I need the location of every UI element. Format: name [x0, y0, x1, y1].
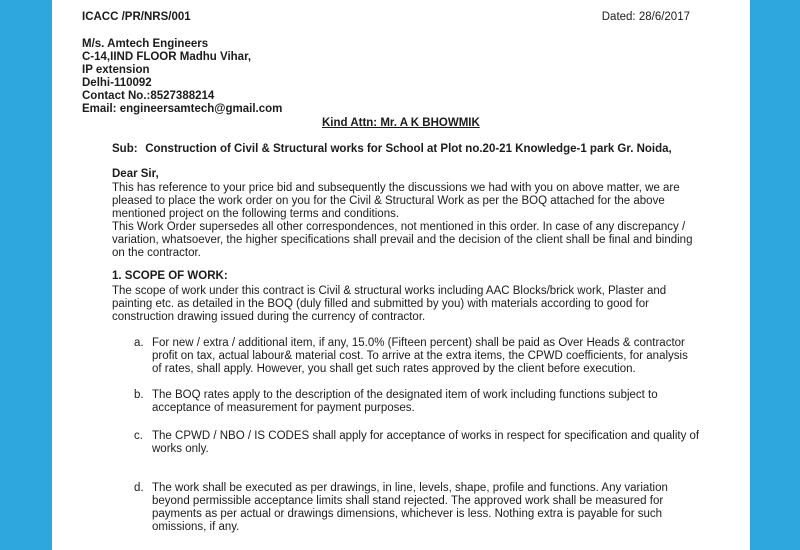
scope-paragraph — [112, 285, 690, 324]
recipient-email: Email: engineersamtech@gmail.com — [82, 103, 283, 115]
list-item-line: works only. — [152, 443, 209, 455]
list-item-line: payments as per actual or drawings dimensions, whichever is less. Nothing extra is payable for such — [152, 508, 663, 520]
list-item-line: The CPWD / NBO / IS CODES shall apply for acceptance of works in respect for specification and quality of — [152, 430, 700, 442]
recipient-name: M/s. Amtech Engineers — [82, 38, 209, 50]
intro-line: mentioned project on the following terms and conditions. — [112, 208, 400, 220]
list-item-line: profit on tax, actual labour& material cost. To arrive at the extra items, the CPWD coefficients, for analysis — [152, 350, 688, 362]
subject-line — [112, 143, 672, 155]
recipient-address-line-2: IP extension — [82, 64, 150, 76]
recipient-address-line-3: Delhi-110092 — [82, 77, 152, 89]
letter-date: Dated: 28/6/2017 — [601, 11, 690, 23]
kind-attention: Kind Attn: Mr. A K BHOWMIK — [322, 117, 480, 129]
subject-text: Construction of Civil & Structural works for School at Plot no.20-21 Knowledge-1 park Gr. Noida, — [145, 143, 672, 155]
list-item-line: The work shall be executed as per drawings, in line, levels, shape, profile and functions. Any variation — [152, 482, 668, 494]
list-item-line: beyond permissible acceptance limits shall stand rejected. The approved work shall be measured for — [152, 495, 664, 507]
intro-line: This Work Order supersedes all other correspondences, not mentioned in this order. In case of any discrepancy / — [112, 221, 686, 233]
scope-line: construction drawing issued during the currency of contractor. — [112, 311, 426, 323]
list-item-letter: a. — [134, 337, 144, 349]
reference-number: ICACC /PR/NRS/001 — [82, 11, 191, 23]
recipient-address — [82, 38, 282, 116]
scope-line: painting etc. as detailed in the BOQ (duly filled and submitted by you) with materials according to good for — [112, 298, 649, 310]
subject-label: Sub: — [112, 143, 138, 155]
list-item-letter: d. — [134, 482, 144, 494]
intro-line: variation, whatsoever, the higher specifications shall prevail and the decision of the client shall be final and binding — [112, 234, 693, 246]
list-item-line: For new / extra / additional item, if any, 15.0% (Fifteen percent) shall be paid as Over Heads & contractor — [152, 337, 685, 349]
list-item-letter: b. — [134, 389, 144, 401]
intro-line: on the contractor. — [112, 247, 201, 259]
intro-line: pleased to place the work order on you for the Civil & Structural Work as per the BOQ attached for the above — [112, 195, 665, 207]
list-item-line: omissions, if any. — [152, 521, 240, 533]
intro-paragraph — [112, 182, 693, 260]
section-heading: 1. SCOPE OF WORK: — [112, 270, 228, 282]
recipient-address-line-1: C-14,IIND FLOOR Madhu Vihar, — [82, 51, 252, 63]
list-item-line: of rates, shall apply. However, you shall get such rates approved by the client before execution. — [152, 363, 636, 375]
document-page — [52, 0, 750, 550]
list-item-letter: c. — [134, 430, 143, 442]
salutation: Dear Sir, — [112, 168, 159, 180]
scope-line: The scope of work under this contract is Civil & structural works including AAC Blocks/brick work, Plaster and — [112, 285, 667, 297]
list-item-line: acceptance of measurement for payment purposes. — [152, 402, 415, 414]
list-item-line: The BOQ rates apply to the description of the designated item of work including functions subject to — [152, 389, 658, 401]
recipient-contact: Contact No.:8527388214 — [82, 90, 215, 102]
intro-line: This has reference to your price bid and subsequently the discussions we had with you on above matter, we are — [112, 182, 680, 194]
